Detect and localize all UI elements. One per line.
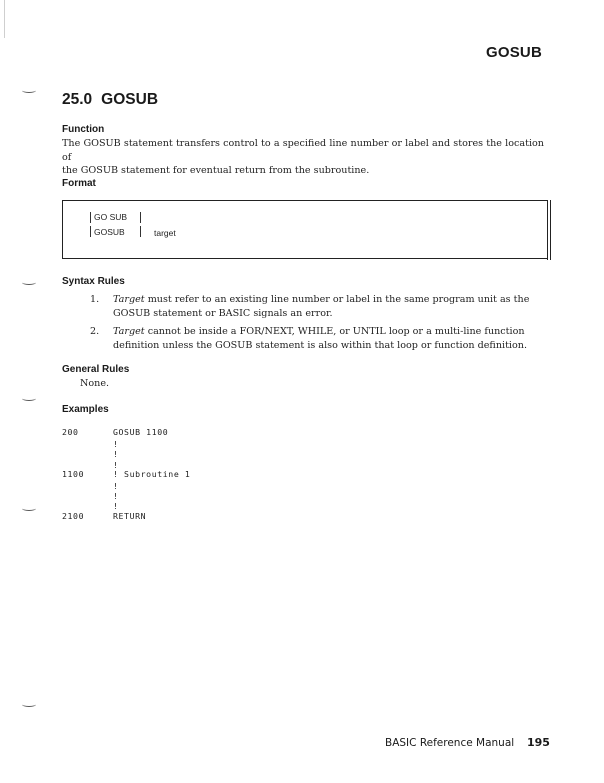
- binding-hole-mark: [22, 396, 36, 401]
- format-box: [62, 200, 547, 259]
- rule-emphasis: Target: [113, 326, 145, 337]
- general-rules-heading: General Rules: [62, 364, 130, 375]
- scan-margin-line: [4, 0, 5, 38]
- code-statement: !: [113, 439, 119, 449]
- code-statement: GOSUB 1100: [113, 427, 169, 437]
- format-option: GO SUB: [94, 212, 128, 222]
- code-statement: !: [113, 449, 119, 459]
- code-statement: !: [113, 501, 119, 511]
- code-line-number: 2100: [62, 511, 85, 521]
- rule-number: 1.: [90, 294, 100, 305]
- general-rules-text: None.: [80, 378, 110, 389]
- binding-hole-mark: [22, 88, 36, 93]
- format-argument: target: [154, 228, 176, 238]
- code-statement: ! Subroutine 1: [113, 469, 191, 479]
- function-line: the GOSUB statement for eventual return from the subroutine.: [62, 165, 370, 176]
- syntax-rule-item: Target cannot be inside a FOR/NEXT, WHILE, or UNTIL loop or a multi-line function definition unless the GOSUB statement is also within that loop or function definition.: [113, 326, 528, 351]
- format-option: GOSUB: [94, 227, 125, 237]
- right-brace-bottom: [137, 226, 141, 237]
- footer-manual-title: BASIC Reference Manual: [385, 737, 515, 749]
- examples-heading: Examples: [62, 404, 109, 415]
- code-statement: !: [113, 460, 119, 470]
- right-brace-top: [137, 212, 141, 223]
- code-statement: !: [113, 481, 119, 491]
- function-line: The GOSUB statement transfers control to a specified line number or label and stores the location of: [62, 138, 544, 163]
- section-number: 25.0: [62, 91, 93, 108]
- running-head: GOSUB: [485, 44, 542, 61]
- function-paragraph: [62, 137, 544, 178]
- format-heading: Format: [62, 178, 96, 189]
- binding-hole-mark: [22, 280, 36, 285]
- section-name: GOSUB: [101, 91, 159, 108]
- rule-emphasis: Target: [113, 294, 145, 305]
- syntax-rule-item: Target must refer to an existing line number or label in the same program unit as the GOSUB statement or BASIC signals an error.: [113, 294, 530, 319]
- code-statement: !: [113, 491, 119, 501]
- code-line-number: 1100: [62, 469, 85, 479]
- code-statement: RETURN: [113, 511, 147, 521]
- code-line-number: 200: [62, 427, 79, 437]
- section-title: [62, 91, 158, 109]
- page-number: 195: [527, 736, 550, 749]
- binding-hole-mark: [22, 702, 36, 707]
- rule-number: 2.: [90, 326, 100, 337]
- function-heading: Function: [62, 124, 105, 135]
- binding-hole-mark: [22, 506, 36, 511]
- syntax-rules-heading: Syntax Rules: [62, 276, 125, 287]
